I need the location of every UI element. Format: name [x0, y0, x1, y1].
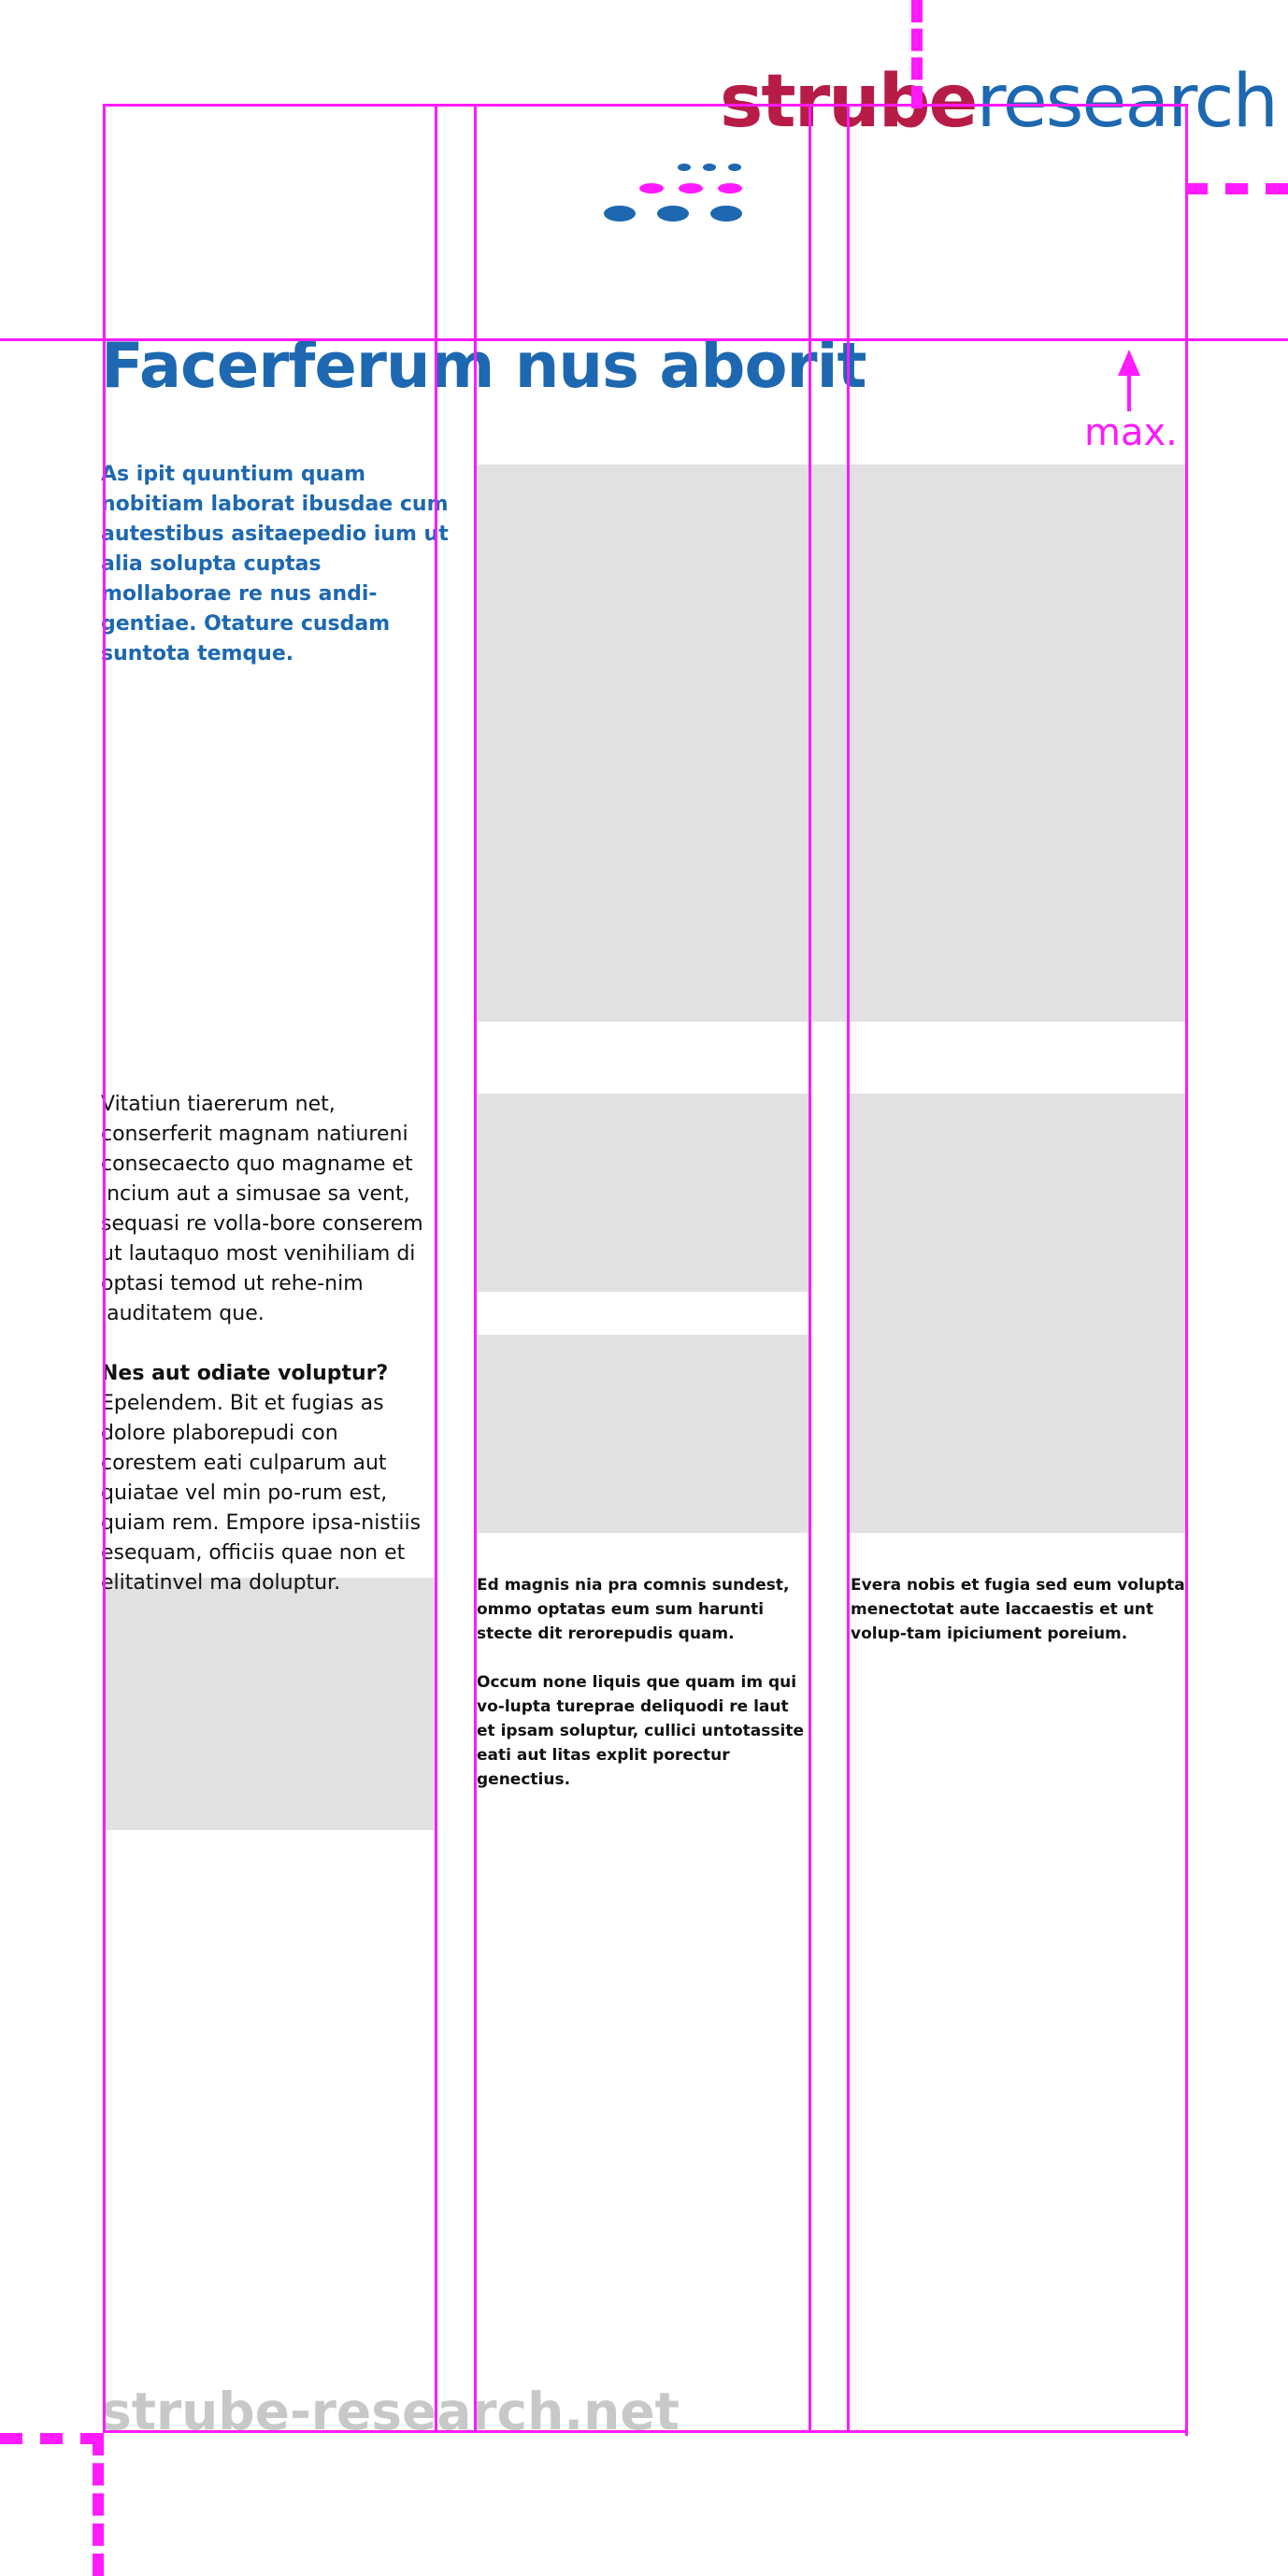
- footer-url: strube-research.net: [101, 2382, 680, 2441]
- page-headline: Facerferum nus aborit: [101, 329, 866, 402]
- image-placeholder-middle-1: [475, 1094, 809, 1292]
- image-placeholder-hero: [475, 465, 1185, 1022]
- caption-middle-paragraph-2: Occum none liquis que quam im qui vo-lupta tureprae deliquodi re laut et ipsam soluptur, cullici untotassite eati aut litas explit porectur genectius.: [477, 1673, 804, 1789]
- caption-middle: [477, 1573, 809, 1792]
- strube-research-logo: [720, 60, 1277, 144]
- body-paragraph-2: Epelendem. Bit et fugias as dolore plaborepudi con corestem eati culparum aut quiatae vel min po-rum est, quiam rem. Empore ipsa-nistiis esequam, officiis quae non et elitatinvel ma doluptur.: [101, 1392, 422, 1595]
- caption-middle-paragraph-1: Ed magnis nia pra comnis sundest, ommo optatas eum sum harunti stecte dit rerorepudis quam.: [477, 1576, 790, 1643]
- intro-text: As ipit quuntium quam nobitiam laborat ibusdae cum autestibus asitaepedio ium ut alia solupta cuptas mollaborae re nus andi-gentiae. Otature cusdam suntota temque.: [101, 463, 449, 665]
- logo-research: research: [976, 60, 1277, 144]
- max-label: max.: [1084, 411, 1178, 454]
- caption-right: Evera nobis et fugia sed eum volupta menectotat aute laccaestis et unt volup-tam ipiciument poreium.: [851, 1576, 1185, 1643]
- logo-strube: strube: [720, 60, 977, 144]
- body-paragraph-1: Vitatiun tiaererum net, conserferit magnam natiureni consecaecto quo magname et incium aut a simusae sa vent, sequasi re volla-bore conserem ut lautaquo most venihiliam di optasi temod ut rehe-nim lauditatem que.: [101, 1093, 423, 1325]
- image-placeholder-left: [104, 1578, 435, 1830]
- body-text: [101, 1090, 439, 1598]
- image-placeholder-right: [849, 1094, 1185, 1533]
- image-placeholder-middle-2: [475, 1335, 809, 1533]
- body-subhead: Nes aut odiate voluptur?: [101, 1362, 389, 1385]
